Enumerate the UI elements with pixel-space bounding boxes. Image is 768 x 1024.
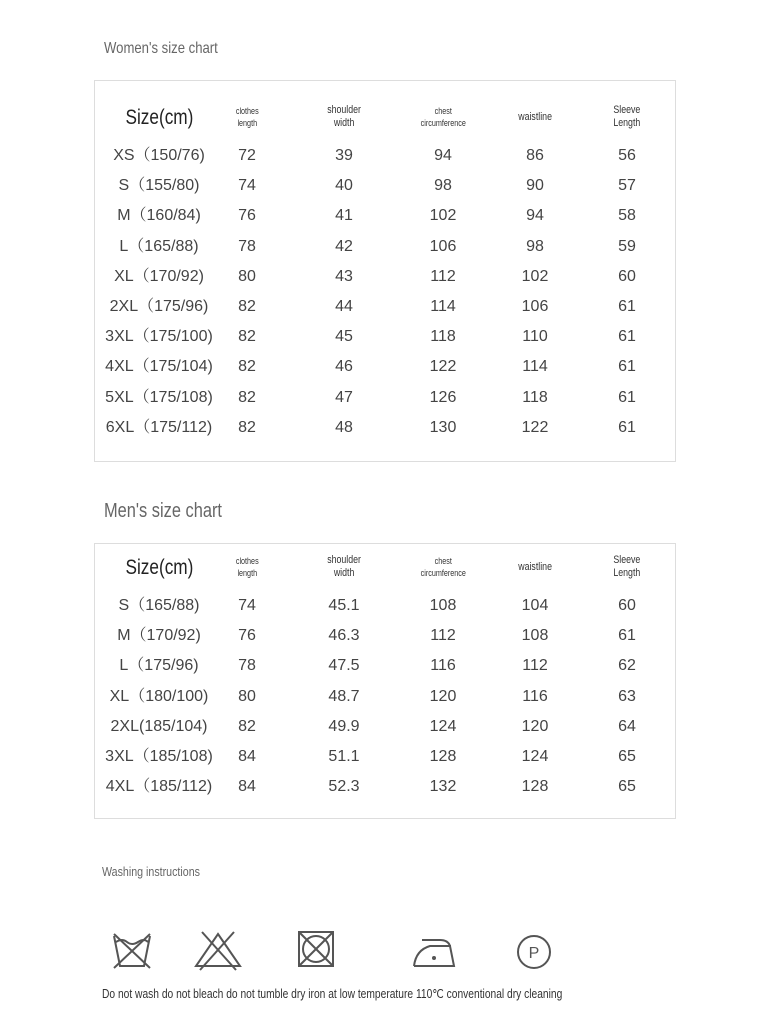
table-row	[95, 742, 675, 772]
measurement-cell: 60	[618, 267, 636, 285]
measurement-cell: 78	[238, 237, 256, 255]
size-label-cell: S（165/88)	[118, 597, 200, 614]
header-cell: clothes length	[235, 106, 259, 128]
measurement-cell: 61	[618, 328, 636, 346]
size-label-cell: S（155/80)	[118, 177, 200, 195]
size-label-cell: XL（170/92)	[114, 267, 204, 285]
header-cell: Sleeve Length	[613, 104, 641, 129]
size-label-cell: L（175/96)	[119, 657, 199, 675]
measurement-cell: 49.9	[328, 717, 360, 735]
measurement-cell: 122	[429, 358, 457, 376]
size-label-cell: XS（150/76)	[113, 147, 205, 164]
table-row	[95, 651, 675, 681]
measurement-cell: 128	[521, 778, 549, 796]
chart-header-row	[95, 547, 675, 587]
measurement-cell: 45	[335, 328, 353, 346]
measurement-cell: 65	[618, 748, 636, 765]
measurement-cell: 110	[522, 328, 548, 346]
table-row	[95, 413, 675, 443]
measurement-cell: 47	[335, 388, 353, 406]
measurement-cell: 62	[618, 657, 636, 675]
measurement-cell: 48.7	[328, 687, 360, 705]
measurement-cell: 61	[618, 388, 636, 406]
table-row	[95, 352, 675, 382]
measurement-cell: 74	[238, 597, 256, 614]
washing-instructions-text: Do not wash do not bleach do not tumble dry iron at low temperature 110℃ conventional dry cleaning	[102, 987, 563, 1001]
measurement-cell: 82	[238, 298, 256, 315]
header-cell: clothes length	[235, 556, 259, 578]
measurement-cell: 126	[429, 388, 457, 406]
size-label-cell: XL（180/100)	[109, 687, 209, 705]
measurement-cell: 45.1	[328, 597, 360, 614]
table-row	[95, 201, 675, 231]
measurement-cell: 94	[434, 147, 452, 164]
table-row	[95, 292, 675, 322]
measurement-cell: 106	[521, 298, 549, 315]
measurement-cell: 86	[526, 147, 544, 164]
measurement-cell: 82	[238, 358, 256, 376]
size-label-cell: 5XL（175/108)	[105, 388, 213, 406]
size-label-cell: 2XL(185/104)	[110, 717, 208, 735]
measurement-cell: 58	[618, 207, 636, 225]
measurement-cell: 40	[335, 177, 353, 195]
measurement-cell: 130	[429, 418, 457, 436]
measurement-cell: 124	[521, 748, 549, 765]
table-row	[95, 621, 675, 651]
measurement-cell: 114	[522, 358, 548, 376]
men-chart-title: Men's size chart	[104, 500, 222, 522]
measurement-cell: 132	[429, 778, 457, 796]
header-cell: waistline	[518, 110, 552, 123]
measurement-cell: 112	[430, 267, 456, 285]
measurement-cell: 104	[521, 597, 549, 614]
measurement-cell: 114	[430, 298, 456, 315]
measurement-cell: 108	[521, 627, 549, 645]
no-tumble-dry-icon	[296, 928, 336, 970]
measurement-cell: 52.3	[328, 778, 360, 796]
header-cell: chest circumference	[420, 106, 466, 128]
header-cell: Sleeve Length	[613, 554, 641, 579]
measurement-cell: 116	[522, 687, 548, 705]
table-row	[95, 772, 675, 802]
measurement-cell: 112	[522, 657, 548, 675]
measurement-cell: 120	[429, 687, 457, 705]
table-row	[95, 712, 675, 742]
measurement-cell: 63	[618, 687, 636, 705]
women-chart-title: Women's size chart	[104, 40, 218, 57]
measurement-cell: 65	[618, 778, 636, 796]
measurement-cell: 48	[335, 418, 353, 436]
header-cell: Size(cm)	[125, 105, 193, 129]
measurement-cell: 98	[526, 237, 544, 255]
size-label-cell: 3XL（175/100)	[105, 328, 213, 346]
measurement-cell: 41	[335, 207, 353, 225]
measurement-cell: 80	[238, 267, 256, 285]
measurement-cell: 44	[335, 298, 353, 315]
measurement-cell: 42	[335, 237, 353, 255]
measurement-cell: 82	[238, 328, 256, 346]
table-row	[95, 232, 675, 262]
measurement-cell: 76	[238, 207, 256, 225]
measurement-cell: 61	[618, 298, 636, 315]
size-label-cell: M（160/84)	[117, 207, 201, 225]
measurement-cell: 61	[618, 358, 636, 376]
measurement-cell: 82	[238, 717, 256, 735]
size-label-cell: 4XL（185/112)	[105, 778, 213, 796]
measurement-cell: 108	[429, 597, 457, 614]
measurement-cell: 80	[238, 687, 256, 705]
measurement-cell: 61	[618, 418, 636, 436]
measurement-cell: 64	[618, 717, 636, 735]
measurement-cell: 94	[526, 207, 544, 225]
measurement-cell: 106	[429, 237, 457, 255]
measurement-cell: 74	[238, 177, 256, 195]
measurement-cell: 61	[618, 627, 636, 645]
measurement-cell: 78	[238, 657, 256, 675]
measurement-cell: 46.3	[328, 627, 360, 645]
table-row	[95, 322, 675, 352]
washing-instructions-title: Washing instructions	[102, 864, 200, 879]
header-cell: shoulder width	[327, 104, 361, 129]
measurement-cell: 118	[522, 388, 548, 406]
iron-low-icon	[410, 928, 458, 972]
measurement-cell: 60	[618, 597, 636, 614]
no-bleach-icon	[192, 928, 244, 972]
measurement-cell: 98	[434, 177, 452, 195]
measurement-cell: 47.5	[328, 657, 360, 675]
size-label-cell: 6XL（175/112)	[105, 418, 213, 436]
measurement-cell: 118	[430, 328, 456, 346]
measurement-cell: 59	[618, 237, 636, 255]
header-cell: chest circumference	[420, 556, 466, 578]
header-cell: Size(cm)	[125, 555, 193, 579]
measurement-cell: 90	[526, 177, 544, 195]
table-row	[95, 171, 675, 201]
measurement-cell: 102	[521, 267, 549, 285]
dry-clean-letter: P	[528, 945, 540, 962]
header-cell: waistline	[518, 560, 552, 573]
measurement-cell: 56	[618, 147, 636, 164]
table-row	[95, 591, 675, 621]
men-size-chart	[94, 543, 676, 819]
size-label-cell: 4XL（175/104)	[105, 358, 213, 376]
measurement-cell: 72	[238, 147, 256, 164]
measurement-cell: 82	[238, 388, 256, 406]
measurement-cell: 82	[238, 418, 256, 436]
measurement-cell: 116	[430, 657, 456, 675]
measurement-cell: 76	[238, 627, 256, 645]
women-size-chart	[94, 80, 676, 462]
measurement-cell: 39	[335, 147, 353, 164]
no-wash-icon	[110, 928, 154, 972]
measurement-cell: 120	[521, 717, 549, 735]
measurement-cell: 84	[238, 778, 256, 796]
size-label-cell: 2XL（175/96)	[109, 298, 209, 315]
header-cell: shoulder width	[327, 554, 361, 579]
table-row	[95, 141, 675, 171]
measurement-cell: 102	[429, 207, 457, 225]
measurement-cell: 46	[335, 358, 353, 376]
table-row	[95, 383, 675, 413]
care-icons	[0, 928, 768, 978]
size-label-cell: M（170/92)	[117, 627, 201, 645]
measurement-cell: 57	[618, 177, 636, 195]
measurement-cell: 128	[429, 748, 457, 765]
measurement-cell: 51.1	[328, 748, 360, 765]
table-row	[95, 682, 675, 712]
size-label-cell: 3XL（185/108)	[105, 748, 213, 765]
measurement-cell: 43	[335, 267, 353, 285]
measurement-cell: 84	[238, 748, 256, 765]
table-row	[95, 262, 675, 292]
measurement-cell: 122	[521, 418, 549, 436]
dry-clean-p-icon	[512, 928, 556, 972]
size-label-cell: L（165/88)	[119, 237, 199, 255]
chart-header-row	[95, 97, 675, 137]
measurement-cell: 112	[430, 627, 456, 645]
measurement-cell: 124	[429, 717, 457, 735]
